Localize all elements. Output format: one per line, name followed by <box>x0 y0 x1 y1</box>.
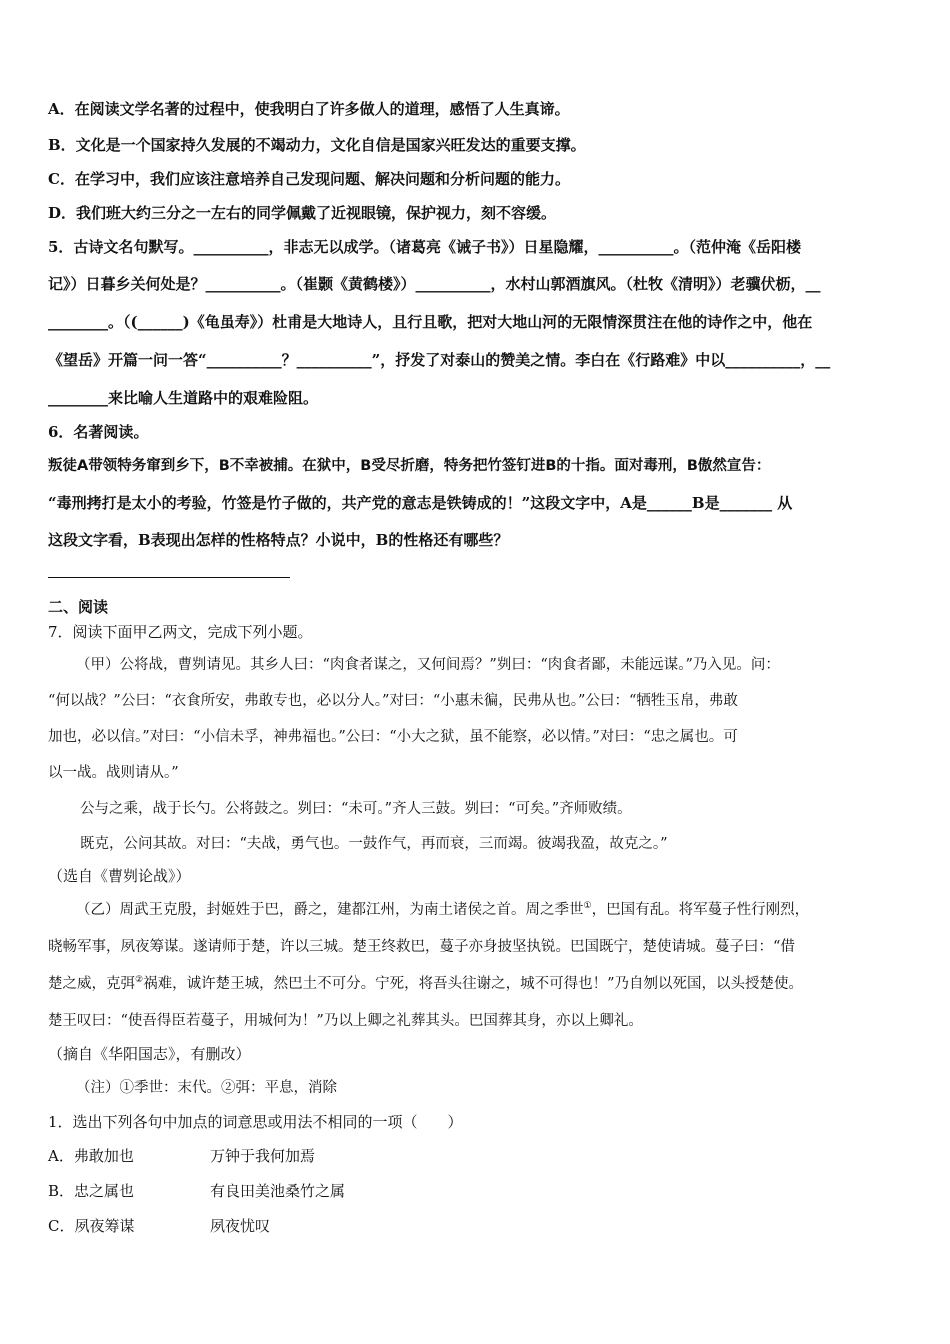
q6-question: 这段文字看，B表现出怎样的性格特点？小说中，B的性格还有哪些？ <box>48 531 509 549</box>
q5-line-2: 记》）日暮乡关何处是？__________。（崔颢《黄鹤楼》）__________，水村山郭酒旗风。（杜牧《清明》）老骥伏枥，__ <box>48 275 821 293</box>
yi-line-4: 楚王叹曰：“使吾得臣若蔓子，用城何为！”乃以上卿之礼葬其头。巴国葬其身，亦以上卿礼。 <box>48 1013 643 1029</box>
footnote: （注）①季世：末代。②弭：平息，消除 <box>76 1080 337 1096</box>
jia-line-3: 加也，必以信。”对曰：“小信未孚，神弗福也。”公曰：“小大之狱，虽不能察，必以情。”对曰：“忠之属也。可 <box>48 729 738 745</box>
jia-line-2: “何以战？”公曰：“衣食所安，弗敢专也，必以分人。”对曰：“小惠未徧，民弗从也。”公曰：“牺牲玉帛，弗敢 <box>48 693 738 709</box>
section-heading: 二、阅读 <box>48 598 109 616</box>
jia-line-1: （甲）公将战，曹刿请见。其乡人曰：“肉食者谋之，又何间焉？”刿曰：“肉食者鄙，未能远谋。”乃入见。问： <box>76 657 780 673</box>
q5-line-3: ________。（(______)《龟虽寿》）杜甫是大地诗人，且行且歌，把对大地山河的无限情深贯注在他的诗作之中，他在 <box>48 313 813 331</box>
yi-source: （摘自《华阳国志》，有删改） <box>48 1045 251 1063</box>
q6-passage-line-2: “毒刑拷打是太小的考验，竹签是竹子做的，共产党的意志是铁铸成的！”这段文字中，A是______B是_______ 从 <box>48 494 793 512</box>
q4-option-c: C．在学习中，我们应该注意培养自己发现问题、解决问题和分析问题的能力。 <box>48 170 570 188</box>
sub1-option-c: C．夙夜筹谋 夙夜忧叹 <box>48 1217 271 1235</box>
sub1-option-b: B．忠之属也 有良田美池桑竹之属 <box>48 1182 346 1200</box>
q5-line-1: 5．古诗文名句默写。__________，非志无以成学。（诸葛亮《诫子书》）日星隐耀，__________。（范仲淹《岳阳楼 <box>48 238 801 256</box>
q4-option-b: B．文化是一个国家持久发展的不竭动力，文化自信是国家兴旺发达的重要支撑。 <box>48 136 586 154</box>
answer-line <box>48 577 290 578</box>
jia-source: （选自《曹刿论战》） <box>48 867 191 885</box>
q5-line-4: 《望岳》开篇一问一答“__________？__________”，抒发了对泰山的赞美之情。李白在《行路难》中以__________，__ <box>48 351 831 369</box>
sub-question-1: 1．选出下列各句中加点的词意思或用法不相同的一项（ ） <box>48 1113 463 1131</box>
yi-line-3: 楚之威，克弭②祸难，诚许楚王城，然巴土不可分。宁死，将吾头往谢之，城不可得也！”乃自刎以死国，以头授楚使。 <box>48 975 803 992</box>
jia-line-5: 公与之乘，战于长勺。公将鼓之。刿曰：“未可。”齐人三鼓。刿曰：“可矣。”齐师败绩。 <box>80 801 632 817</box>
jia-line-4: 以一战。战则请从。” <box>48 765 179 781</box>
q5-line-5: ________来比喻人生道路中的艰难险阻。 <box>48 389 319 407</box>
yi-line-1: （乙）周武王克殷，封姬姓于巴，爵之，建都江州，为南土诸侯之首。周之季世①，巴国有乱。将军蔓子性行刚烈， <box>76 901 810 918</box>
q4-option-a: A．在阅读文学名著的过程中，使我明白了许多做人的道理，感悟了人生真谛。 <box>48 100 570 118</box>
q7-intro: 7．阅读下面甲乙两文，完成下列小题。 <box>48 623 313 641</box>
q4-option-d: D．我们班大约三分之一左右的同学佩戴了近视眼镜，保护视力，刻不容缓。 <box>48 204 557 222</box>
yi-line-2: 晓畅军事，夙夜筹谋。遂请师于楚，许以三城。楚王终救巴，蔓子亦身披坚执锐。巴国既宁，楚使请城。蔓子曰：“借 <box>48 939 795 955</box>
sub1-option-a: A．弗敢加也 万钟于我何加焉 <box>48 1147 316 1165</box>
q6-passage-line-1: 叛徒A带领特务窜到乡下，B不幸被捕。在狱中，B受尽折磨，特务把竹签钉进B的十指。面对毒刑，B傲然宣告： <box>48 458 771 474</box>
footnote-mark-2: ② <box>135 975 144 986</box>
jia-line-6: 既克，公问其故。对曰：“夫战，勇气也。一鼓作气，再而衰，三而竭。彼竭我盈，故克之。” <box>80 836 668 852</box>
q6-title: 6．名著阅读。 <box>48 423 149 441</box>
footnote-mark-1: ① <box>583 901 592 912</box>
